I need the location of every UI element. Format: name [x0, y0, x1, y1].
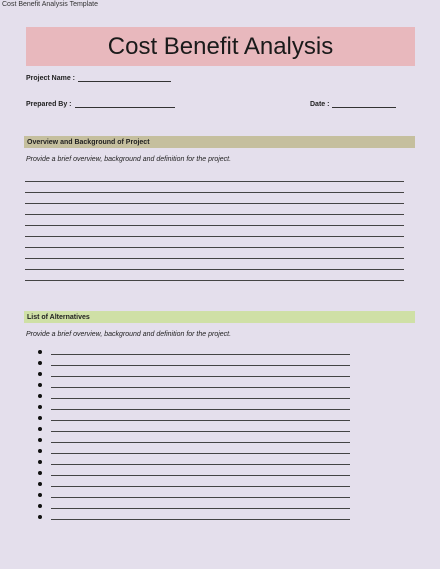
- alternative-blank-line[interactable]: [51, 475, 350, 476]
- overview-blank-line[interactable]: [25, 192, 404, 193]
- date-blank[interactable]: [332, 100, 396, 108]
- overview-description: Provide a brief overview, background and definition for the project.: [26, 156, 232, 163]
- bullet-icon: [38, 493, 42, 497]
- overview-blank-line[interactable]: [25, 236, 404, 237]
- alternatives-heading: List of Alternatives: [27, 313, 90, 321]
- overview-blank-line[interactable]: [25, 181, 404, 182]
- overview-blank-line[interactable]: [25, 225, 404, 226]
- bullet-icon: [38, 416, 42, 420]
- date-label: Date :: [310, 101, 330, 108]
- alternative-blank-line[interactable]: [51, 409, 350, 410]
- prepared-by-label: Prepared By :: [26, 101, 72, 108]
- overview-heading: Overview and Background of Project: [27, 138, 150, 146]
- alternatives-description: Provide a brief overview, background and definition for the project.: [26, 331, 232, 338]
- bullet-icon: [38, 372, 42, 376]
- alternative-blank-line[interactable]: [51, 486, 350, 487]
- overview-section-header: [24, 136, 415, 148]
- alternative-blank-line[interactable]: [51, 398, 350, 399]
- date-field: [310, 100, 396, 108]
- bullet-icon: [38, 482, 42, 486]
- alternatives-section-header: [24, 311, 415, 323]
- title-banner: [26, 27, 415, 66]
- alternative-blank-line[interactable]: [51, 497, 350, 498]
- alternative-blank-line[interactable]: [51, 365, 350, 366]
- overview-blank-line[interactable]: [25, 269, 404, 270]
- overview-blank-line[interactable]: [25, 280, 404, 281]
- project-name-label: Project Name :: [26, 75, 76, 82]
- document-label: Cost Benefit Analysis Template: [2, 1, 98, 8]
- bullet-icon: [38, 350, 42, 354]
- alternative-blank-line[interactable]: [51, 420, 350, 421]
- bullet-icon: [38, 383, 42, 387]
- bullet-icon: [38, 394, 42, 398]
- overview-blank-line[interactable]: [25, 258, 404, 259]
- overview-blank-line[interactable]: [25, 214, 404, 215]
- alternative-blank-line[interactable]: [51, 354, 350, 355]
- page-title: Cost Benefit Analysis: [107, 32, 334, 60]
- overview-blank-line[interactable]: [25, 203, 404, 204]
- bullet-icon: [38, 438, 42, 442]
- bullet-icon: [38, 504, 42, 508]
- alternative-blank-line[interactable]: [51, 431, 350, 432]
- alternative-blank-line[interactable]: [51, 519, 350, 520]
- alternative-blank-line[interactable]: [51, 464, 350, 465]
- alternative-blank-line[interactable]: [51, 508, 350, 509]
- bullet-icon: [38, 515, 42, 519]
- alternative-blank-line[interactable]: [51, 387, 350, 388]
- alternative-blank-line[interactable]: [51, 442, 350, 443]
- alternative-blank-line[interactable]: [51, 453, 350, 454]
- bullet-icon: [38, 361, 42, 365]
- prepared-by-blank[interactable]: [75, 100, 175, 108]
- project-name-field: [26, 74, 171, 82]
- bullet-icon: [38, 471, 42, 475]
- overview-blank-line[interactable]: [25, 247, 404, 248]
- bullet-icon: [38, 427, 42, 431]
- project-name-blank[interactable]: [78, 74, 171, 82]
- bullet-icon: [38, 460, 42, 464]
- bullet-icon: [38, 449, 42, 453]
- bullet-icon: [38, 405, 42, 409]
- prepared-by-field: [26, 100, 175, 108]
- alternative-blank-line[interactable]: [51, 376, 350, 377]
